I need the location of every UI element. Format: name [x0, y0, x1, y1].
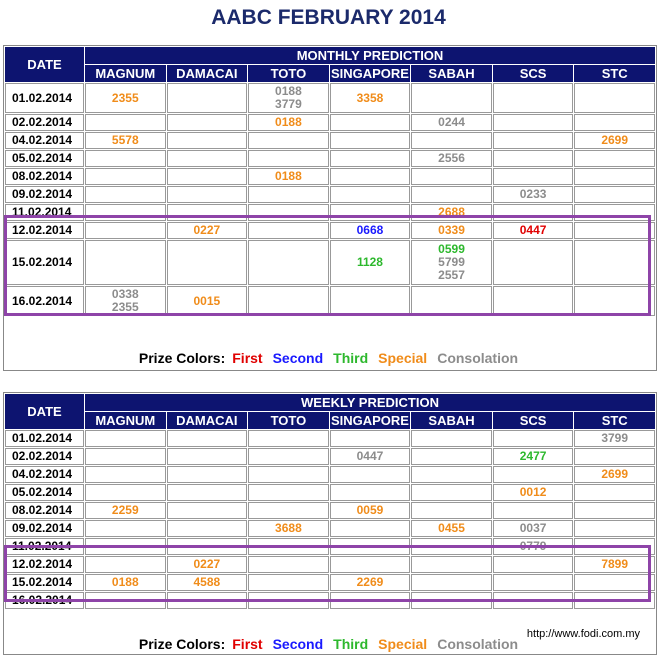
- weekly-prediction-panel: [3, 392, 657, 655]
- weekly-highlight-frame: [4, 545, 651, 602]
- prediction-cell: [330, 114, 411, 131]
- prediction-cell: [411, 484, 492, 501]
- prediction-cell: [167, 466, 248, 483]
- prediction-number: 0455: [438, 521, 465, 535]
- prediction-cell: [574, 168, 655, 185]
- prediction-cell: [167, 448, 248, 465]
- prediction-cell: [411, 502, 492, 519]
- legend-special: Special: [378, 350, 428, 366]
- prediction-cell: [330, 83, 411, 113]
- legend-first: First: [232, 350, 263, 366]
- prediction-cell: [411, 168, 492, 185]
- date-cell: 11.02.2014: [5, 204, 84, 221]
- legend-label: Prize Colors:: [138, 350, 226, 366]
- prediction-cell: [574, 520, 655, 537]
- table-row: [5, 114, 655, 131]
- prediction-number: 2688: [438, 205, 465, 219]
- col-singapore: SINGAPORE: [330, 66, 409, 81]
- prediction-cell: [248, 520, 329, 537]
- date-header: DATE: [5, 47, 84, 82]
- prediction-cell: [574, 484, 655, 501]
- prediction-cell: [167, 132, 248, 149]
- prediction-cell: [411, 520, 492, 537]
- col-toto: TOTO: [248, 412, 329, 429]
- prediction-cell: [167, 114, 248, 131]
- monthly-column-headers: [5, 65, 655, 82]
- date-cell: 01.02.2014: [5, 430, 84, 447]
- prediction-number: 2699: [601, 467, 629, 481]
- prediction-number: 7899: [601, 557, 629, 571]
- prediction-cell: [411, 132, 492, 149]
- legend-second: Second: [272, 350, 324, 366]
- table-row: [5, 430, 655, 447]
- prediction-cell: [85, 430, 166, 447]
- date-cell: 08.02.2014: [5, 168, 84, 185]
- prediction-cell: [85, 520, 166, 537]
- prediction-cell: [493, 132, 574, 149]
- prediction-cell: [167, 520, 248, 537]
- prediction-number: 0779: [519, 539, 547, 553]
- date-cell: 12.02.2014: [5, 222, 84, 239]
- prediction-number: 3358: [356, 90, 384, 105]
- prediction-cell: [167, 150, 248, 167]
- prediction-number: 1128: [356, 255, 383, 269]
- prediction-number: 0188: [275, 169, 302, 183]
- date-cell: 16.02.2014: [5, 592, 84, 609]
- prediction-number: 0059: [356, 503, 384, 517]
- prediction-cell: [167, 484, 248, 501]
- prediction-cell: [248, 448, 329, 465]
- prediction-number: 0244: [438, 115, 465, 129]
- prediction-number: 0188: [275, 115, 302, 129]
- prediction-number: 0227: [193, 223, 221, 237]
- prediction-cell: [574, 83, 655, 113]
- table-row: [5, 83, 655, 113]
- prediction-number: 0012: [519, 485, 547, 499]
- prediction-cell: [411, 114, 492, 131]
- date-cell: 08.02.2014: [5, 502, 84, 519]
- prediction-cell: [493, 186, 574, 203]
- prediction-number: 0188: [275, 84, 302, 98]
- legend-consolation: Consolation: [437, 636, 519, 652]
- prediction-cell: [248, 114, 329, 131]
- col-stc: STC: [574, 65, 655, 82]
- prediction-number: 3688: [275, 521, 302, 535]
- legend-second: Second: [272, 636, 324, 652]
- date-cell: 05.02.2014: [5, 484, 84, 501]
- prediction-cell: [574, 430, 655, 447]
- prediction-cell: [85, 466, 166, 483]
- prediction-cell: [574, 448, 655, 465]
- prediction-cell: [167, 168, 248, 185]
- prediction-cell: [167, 83, 248, 113]
- prediction-cell: [411, 466, 492, 483]
- prediction-cell: [493, 150, 574, 167]
- date-cell: 01.02.2014: [5, 83, 84, 113]
- prediction-cell: [85, 484, 166, 501]
- monthly-prediction-panel: [3, 45, 657, 371]
- prediction-number: 2699: [601, 133, 629, 147]
- table-row: [5, 466, 655, 483]
- prediction-cell: [411, 448, 492, 465]
- prediction-cell: [493, 430, 574, 447]
- prediction-cell: [330, 520, 411, 537]
- table-row: [5, 132, 655, 149]
- table-row: [5, 502, 655, 519]
- date-cell: 11.02.2014: [5, 538, 84, 555]
- prediction-cell: [85, 132, 166, 149]
- prediction-cell: [330, 150, 411, 167]
- website-url: http://www.fodi.com.my: [526, 628, 640, 640]
- col-damacai: DAMACAI: [167, 65, 248, 82]
- prediction-number: 3799: [601, 431, 629, 445]
- table-row: [5, 448, 655, 465]
- table-row: [5, 168, 655, 185]
- legend-third: Third: [333, 350, 369, 366]
- prediction-number: 0668: [356, 223, 384, 237]
- legend-first: First: [232, 636, 263, 652]
- legend-special: Special: [378, 636, 428, 652]
- legend-consolation: Consolation: [437, 350, 519, 366]
- date-cell: 05.02.2014: [5, 150, 84, 167]
- prediction-cell: [85, 114, 166, 131]
- prediction-cell: [85, 186, 166, 203]
- prediction-cell: [493, 502, 574, 519]
- table-row: [5, 484, 655, 501]
- date-cell: 09.02.2014: [5, 520, 84, 537]
- prediction-number: 2355: [111, 300, 139, 314]
- prediction-number: 0447: [356, 449, 384, 463]
- page-title: AABC FEBRUARY 2014: [211, 6, 446, 29]
- prediction-number: 2259: [111, 503, 139, 517]
- date-cell: 02.02.2014: [5, 448, 84, 465]
- col-magnum: MAGNUM: [85, 65, 166, 82]
- prediction-number: 2477: [519, 449, 547, 463]
- prediction-cell: [85, 502, 166, 519]
- prediction-cell: [248, 168, 329, 185]
- prediction-cell: [493, 484, 574, 501]
- prediction-cell: [411, 150, 492, 167]
- col-scs: SCS: [493, 65, 574, 82]
- prediction-cell: [85, 448, 166, 465]
- prediction-cell: [411, 186, 492, 203]
- prediction-cell: [493, 83, 574, 113]
- prediction-cell: [330, 502, 411, 519]
- prediction-cell: [574, 114, 655, 131]
- prediction-number: 0188: [111, 575, 139, 589]
- prediction-number: 5799: [438, 255, 465, 269]
- col-sabah: SABAH: [411, 412, 492, 429]
- prediction-cell: [167, 502, 248, 519]
- prediction-cell: [574, 502, 655, 519]
- col-toto: TOTO: [248, 65, 329, 82]
- prediction-cell: [248, 150, 329, 167]
- prediction-cell: [411, 430, 492, 447]
- prediction-number: 3779: [275, 97, 302, 111]
- prediction-number: 2557: [438, 268, 465, 282]
- prediction-number: 0037: [519, 521, 547, 535]
- prediction-cell: [493, 448, 574, 465]
- prediction-cell: [248, 484, 329, 501]
- prediction-number: 0447: [519, 223, 547, 237]
- prediction-cell: [85, 83, 166, 113]
- weekly-column-headers: [5, 412, 655, 429]
- date-cell: 04.02.2014: [5, 132, 84, 149]
- prize-colors-legend: [0, 350, 657, 366]
- blank-area: [5, 317, 655, 327]
- prediction-cell: [248, 83, 329, 113]
- prediction-cell: [330, 168, 411, 185]
- prediction-number: 0015: [193, 293, 221, 308]
- date-cell: 16.02.2014: [5, 286, 84, 316]
- prediction-number: 0233: [519, 187, 547, 201]
- prediction-cell: [574, 150, 655, 167]
- date-cell: 04.02.2014: [5, 466, 84, 483]
- prediction-cell: [330, 132, 411, 149]
- prediction-number: 4588: [193, 575, 221, 589]
- prediction-cell: [574, 186, 655, 203]
- prediction-cell: [411, 83, 492, 113]
- prediction-cell: [330, 448, 411, 465]
- prediction-cell: [248, 186, 329, 203]
- prediction-number: 2556: [438, 151, 465, 165]
- legend-third: Third: [333, 636, 369, 652]
- prediction-number: 5578: [111, 133, 139, 147]
- prediction-cell: [167, 186, 248, 203]
- monthly-prediction-header: MONTHLY PREDICTION: [85, 47, 655, 64]
- prediction-cell: [493, 466, 574, 483]
- col-magnum: MAGNUM: [85, 412, 166, 429]
- table-row: [5, 520, 655, 537]
- prediction-cell: [248, 502, 329, 519]
- weekly-prediction-header: WEEKLY PREDICTION: [85, 394, 655, 411]
- date-cell: 15.02.2014: [5, 240, 84, 285]
- table-row: [5, 186, 655, 203]
- prediction-cell: [493, 520, 574, 537]
- prediction-number: 0339: [438, 223, 465, 237]
- blank-area: [5, 610, 655, 620]
- prediction-cell: [574, 466, 655, 483]
- prediction-cell: [85, 150, 166, 167]
- date-cell: 12.02.2014: [5, 556, 84, 573]
- prediction-number: 0338: [111, 287, 139, 301]
- prediction-cell: [248, 466, 329, 483]
- prediction-cell: [493, 114, 574, 131]
- prediction-cell: [574, 132, 655, 149]
- prediction-cell: [330, 186, 411, 203]
- prediction-cell: [330, 484, 411, 501]
- prediction-cell: [330, 466, 411, 483]
- date-header: DATE: [5, 394, 84, 429]
- col-singapore: SINGAPORE: [330, 413, 409, 428]
- col-sabah: SABAH: [411, 65, 492, 82]
- col-stc: STC: [574, 412, 655, 429]
- prediction-number: 2269: [356, 575, 384, 589]
- prediction-number: 2355: [111, 90, 139, 105]
- prediction-cell: [493, 168, 574, 185]
- prediction-cell: [248, 132, 329, 149]
- prediction-number: 0227: [193, 557, 221, 571]
- monthly-highlight-frame: [4, 215, 651, 316]
- table-row: [5, 150, 655, 167]
- date-cell: 15.02.2014: [5, 574, 84, 591]
- prediction-cell: [330, 430, 411, 447]
- legend-label: Prize Colors:: [138, 636, 226, 652]
- prediction-cell: [85, 168, 166, 185]
- prediction-cell: [167, 430, 248, 447]
- prediction-number: 0599: [438, 242, 465, 256]
- col-scs: SCS: [493, 412, 574, 429]
- prediction-cell: [248, 430, 329, 447]
- date-cell: 02.02.2014: [5, 114, 84, 131]
- col-damacai: DAMACAI: [167, 412, 248, 429]
- date-cell: 09.02.2014: [5, 186, 84, 203]
